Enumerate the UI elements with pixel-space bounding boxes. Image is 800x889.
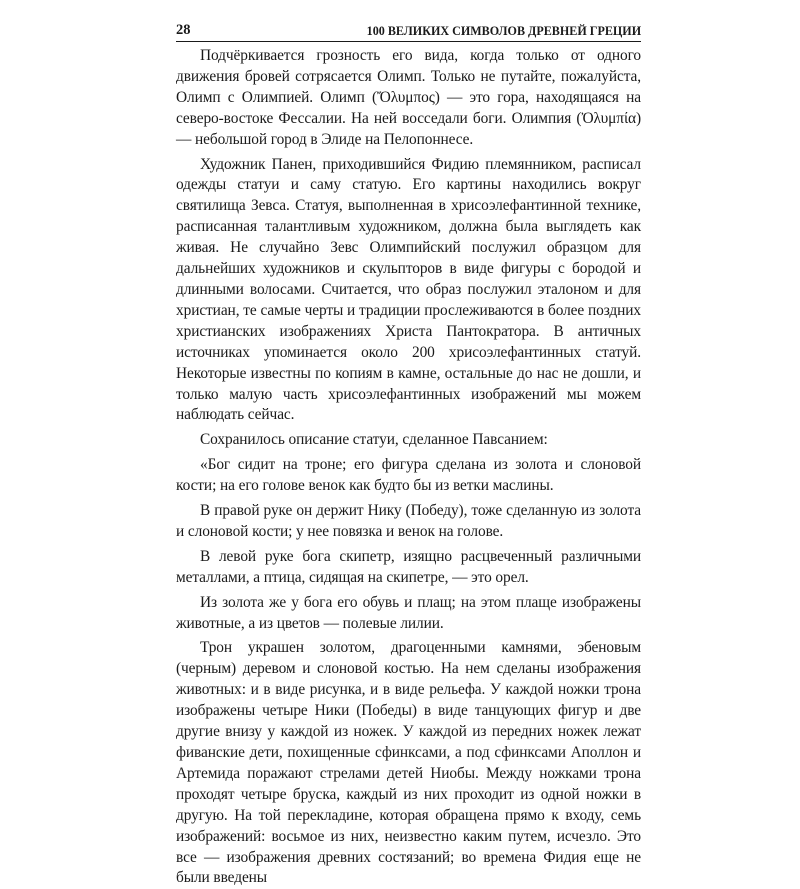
- paragraph: В левой руке бога скипетр, изящно расцвеченный различными металлами, а птица, сидящая на скипетре, — это орел.: [176, 547, 641, 586]
- paragraph: Художник Панен, приходившийся Фидию племянником, расписал одежды статуи и саму статую. Его картины находились вокруг святилища Зевса. Статуя, выполненная в хрисоэлефантинной технике, расписанная талантливым художником, должна была выглядеть как живая. Не случайно Зевс Олимпийский послужил образцом для дальнейших художников и скульпторов в виде фигуры с бородой и длинными волосами. Считается, что образ послужил эталоном и для христиан, те самые черты и традиции прослеживаются в более поздних христианских изображениях Христа Пантократора. В античных источниках упоминается около 200 хрисоэлефантинных статуй. Некоторые известны по копиям в камне, остальные до нас не дошли, и только малую часть хрисоэлефантинных изображений мы можем наблюдать сейчас.: [176, 155, 641, 424]
- paragraph: Сохранилось описание статуи, сделанное Павсанием:: [200, 431, 548, 449]
- page-header: [176, 21, 641, 42]
- body-text: [176, 46, 641, 889]
- page-number: 28: [176, 22, 191, 38]
- paragraph: В правой руке он держит Нику (Победу), тоже сделанную из золота и слоновой кости; у нее повязка и венок на голове.: [176, 502, 641, 540]
- paragraph: «Бог сидит на троне; его фигура сделана из золота и слоновой кости; на его голове венок как будто бы из ветки маслины.: [176, 456, 641, 495]
- paragraph: Из золота же у бога его обувь и плащ; на этом плаще изображены животные, а из цветов — полевые лилии.: [176, 593, 641, 632]
- paragraph: Трон украшен золотом, драгоценными камнями, эбеновым (черным) деревом и слоновой костью. На нем сделаны изображения животных: и в виде рисунка, и в виде рельефа. У каждой ножки трона изображены четыре Ники (Победы) в виде танцующих фигур и две другие внизу у каждой из ножек. У каждой из передних ножек лежат фиванские дети, похищенные сфинксами, а под сфинксами Аполлон и Артемида поражают стрелами детей Ниобы. Между ножками трона проходят четыре бруска, каждый из них проходит из одной ножки в другую. На той перекладине, которая обращена прямо к входу, семь изображений: восьмое из них, неизвестно каким путем, исчезло. Это все — изображения древних состязаний; во времена Фидия еще не были введены: [176, 639, 641, 887]
- running-title: 100 ВЕЛИКИХ СИМВОЛОВ ДРЕВНЕЙ ГРЕЦИИ: [366, 23, 641, 38]
- paragraph: Подчёркивается грозность его вида, когда только от одного движения бровей сотрясается Олимп. Только не путайте, пожалуйста, Олимп с Олимпией. Олимп (Ὄλυμπος) — это гора, находящаяся на северо-востоке Фессалии. На ней восседали боги. Олимпия (Ὀλυμπία) — небольшой город в Элиде на Пелопоннесе.: [176, 47, 641, 148]
